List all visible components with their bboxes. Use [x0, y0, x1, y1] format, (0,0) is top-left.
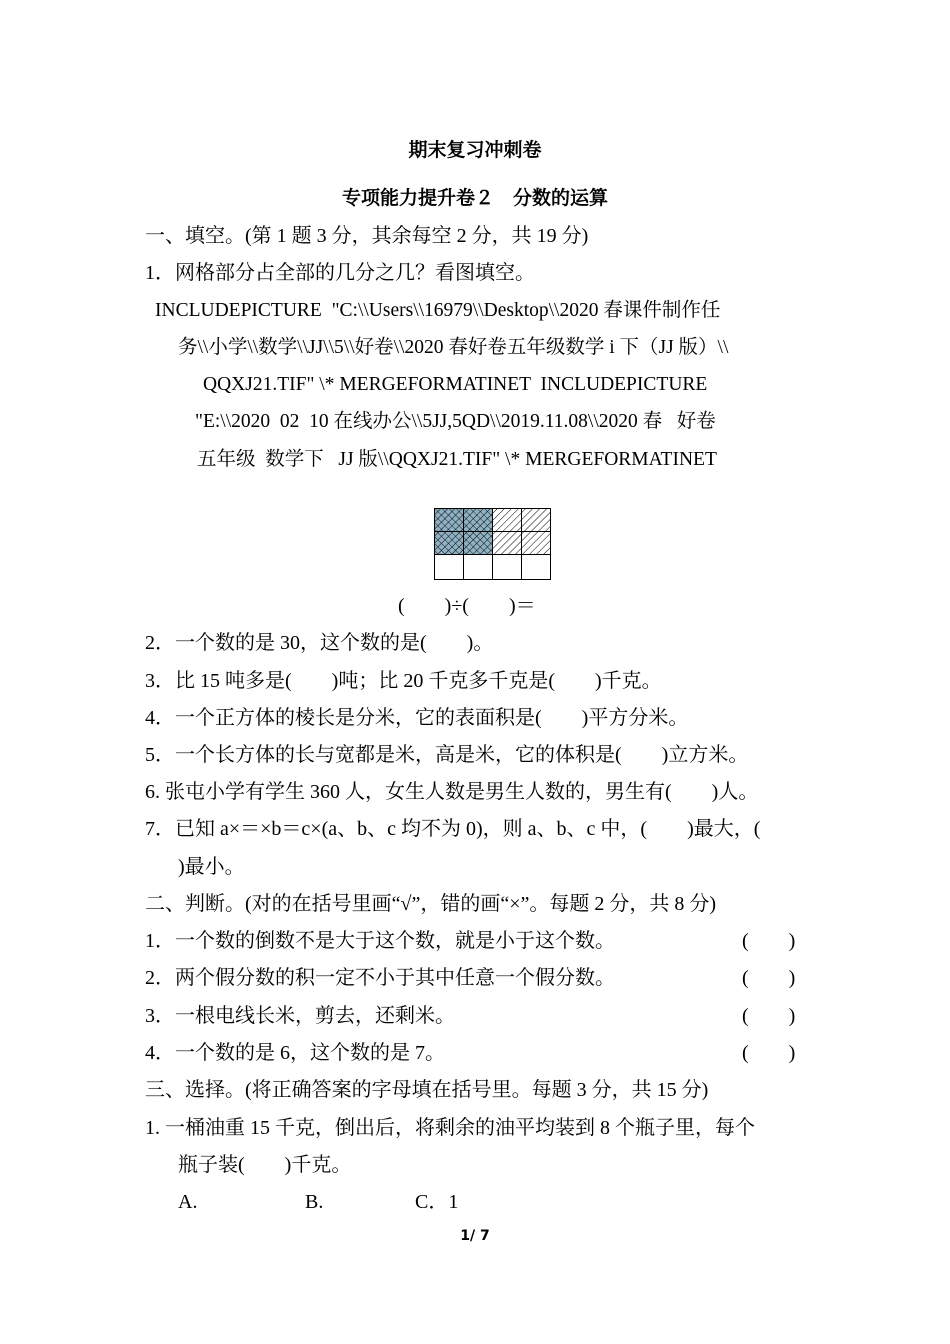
question-1-7: 7．已知 a×＝×b＝c×(a、b、c 均不为 0)，则 a、b、c 中，( )最大，( [145, 818, 761, 840]
include-field-line: "E:\\2020 02 10 在线办公\\5JJ,5QD\\2019.11.08\\2020 春 好卷 [195, 411, 716, 432]
judge-item-3: 3．一根电线长米，剪去，还剩米。 [145, 1005, 455, 1027]
question-1-4: 4．一个正方体的棱长是分米，它的表面积是( )平方分米。 [145, 707, 689, 729]
section1-heading: 一、填空。(第 1 题 3 分，其余每空 2 分，共 19 分) [145, 225, 589, 247]
exam-title: 期末复习冲刺卷 [408, 139, 542, 161]
include-field-line: INCLUDEPICTURE "C:\\Users\\16979\\Desktop\\2020 春课件制作任 [155, 300, 721, 321]
option-c[interactable]: C．1 [415, 1191, 459, 1213]
judge-item-2: 2．两个假分数的积一定不小于其中任意一个假分数。 [145, 967, 615, 989]
question-1-5: 5．一个长方体的长与宽都是米，高是米，它的体积是( )立方米。 [145, 744, 749, 766]
include-field-line: 务\\小学\\数学\\JJ\\5\\好卷\\2020 春好卷五年级数学 i 下（JJ 版）\\ [178, 337, 729, 358]
option-a[interactable]: A. [178, 1191, 198, 1213]
exam-subtitle: 专项能力提升卷２ 分数的运算 [341, 187, 608, 209]
question-1-3: 3．比 15 吨多是( )吨；比 20 千克多千克是( )千克。 [145, 670, 662, 692]
section2-heading: 二、判断。(对的在括号里画“√”，错的画“×”。每题 2 分，共 8 分) [145, 893, 717, 915]
judge-bracket-3[interactable]: ( ) [742, 1005, 796, 1027]
choice-question-1: 1. 一桶油重 15 千克，倒出后，将剩余的油平均装到 8 个瓶子里，每个 [145, 1117, 755, 1139]
question-1-7-cont: )最小。 [178, 856, 245, 878]
include-field-line: QQXJ21.TIF" \* MERGEFORMATINET INCLUDEPICTURE [203, 374, 708, 395]
judge-bracket-1[interactable]: ( ) [742, 930, 796, 952]
page-number: 1/ 7 [460, 1228, 490, 1244]
choice-question-1-cont: 瓶子装( )千克。 [178, 1154, 352, 1176]
judge-bracket-2[interactable]: ( ) [742, 967, 796, 989]
question-1-2: 2．一个数的是 30，这个数的是( )。 [145, 632, 494, 654]
option-b[interactable]: B. [305, 1191, 324, 1213]
answer-blank-division[interactable]: ( )÷( )＝ [398, 595, 536, 617]
judge-item-4: 4．一个数的是 6，这个数的是 7。 [145, 1042, 445, 1064]
judge-bracket-4[interactable]: ( ) [742, 1042, 796, 1064]
question-1-6: 6. 张屯小学有学生 360 人，女生人数是男生人数的，男生有( )人。 [145, 781, 759, 803]
include-field-line: 五年级 数学下 JJ 版\\QQXJ21.TIF" \* MERGEFORMATINET [197, 449, 717, 470]
question-1-1: 1．网格部分占全部的几分之几？看图填空。 [145, 262, 535, 284]
fraction-grid-figure [434, 508, 551, 580]
section3-heading: 三、选择。(将正确答案的字母填在括号里。每题 3 分，共 15 分) [145, 1079, 709, 1101]
judge-item-1: 1．一个数的倒数不是大于这个数，就是小于这个数。 [145, 930, 615, 952]
